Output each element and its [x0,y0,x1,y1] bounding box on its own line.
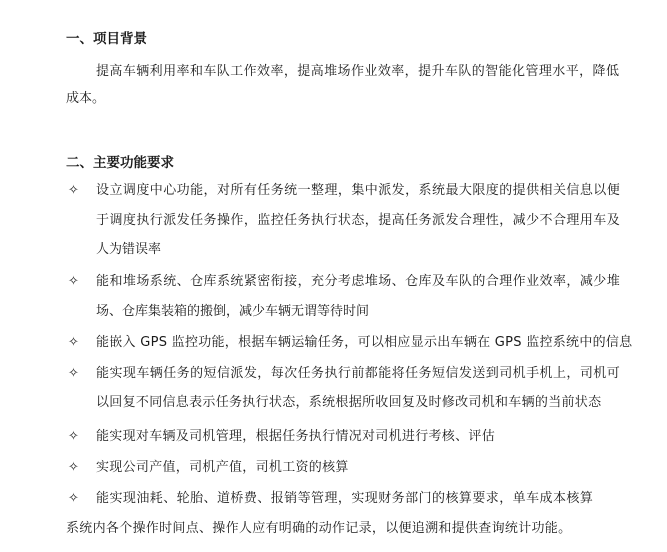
bullet-icon: ✧ [68,429,79,444]
list-item-line: 能实现油耗、轮胎、道桥费、报销等管理，实现财务部门的核算要求，单车成本核算 [96,491,594,506]
section-1-paragraph-line: 成本。 [66,91,106,106]
section-2-heading: 二、主要功能要求 [66,155,174,171]
list-item-line: 能和堆场系统、仓库系统紧密衔接，充分考虑堆场、仓库及车队的合理作业效率，减少堆 [96,274,621,289]
list-item-line: 能实现对车辆及司机管理，根据任务执行情况对司机进行考核、评估 [96,429,496,444]
list-item-line: 场、仓库集装箱的搬倒，减少车辆无谓等待时间 [96,304,370,319]
section-1-heading: 一、项目背景 [66,31,147,47]
bullet-icon: ✧ [68,183,79,198]
list-item-line: 以回复不同信息表示任务执行状态，系统根据所收回复及时修改司机和车辆的当前状态 [96,395,602,410]
bullet-icon: ✧ [68,366,79,381]
list-item-line: 能嵌入 GPS 监控功能，根据车辆运输任务，可以相应显示出车辆在 GPS 监控系统中的信息 [96,335,633,350]
list-item-line: 设立调度中心功能，对所有任务统一整理，集中派发，系统最大限度的提供相关信息以便 [96,183,621,198]
list-item-line: 于调度执行派发任务操作，监控任务执行状态，提高任务派发合理性，减少不合理用车及 [96,213,621,228]
bullet-icon: ✧ [68,460,79,475]
bullet-icon: ✧ [68,274,79,289]
list-item-line: 能实现车辆任务的短信派发，每次任务执行前都能将任务短信发送到司机手机上，司机可 [96,366,621,381]
section-1-paragraph-line: 提高车辆利用率和车队工作效率，提高堆场作业效率，提升车队的智能化管理水平，降低 [96,64,620,79]
list-item-line: 实现公司产值，司机产值，司机工资的核算 [96,460,349,475]
bullet-icon: ✧ [68,491,79,506]
closing-paragraph-line: 系统内各个操作时间点、操作人应有明确的动作记录，以便追溯和提供查询统计功能。 [66,521,572,536]
list-item-line: 人为错误率 [96,242,162,257]
bullet-icon: ✧ [68,335,79,350]
